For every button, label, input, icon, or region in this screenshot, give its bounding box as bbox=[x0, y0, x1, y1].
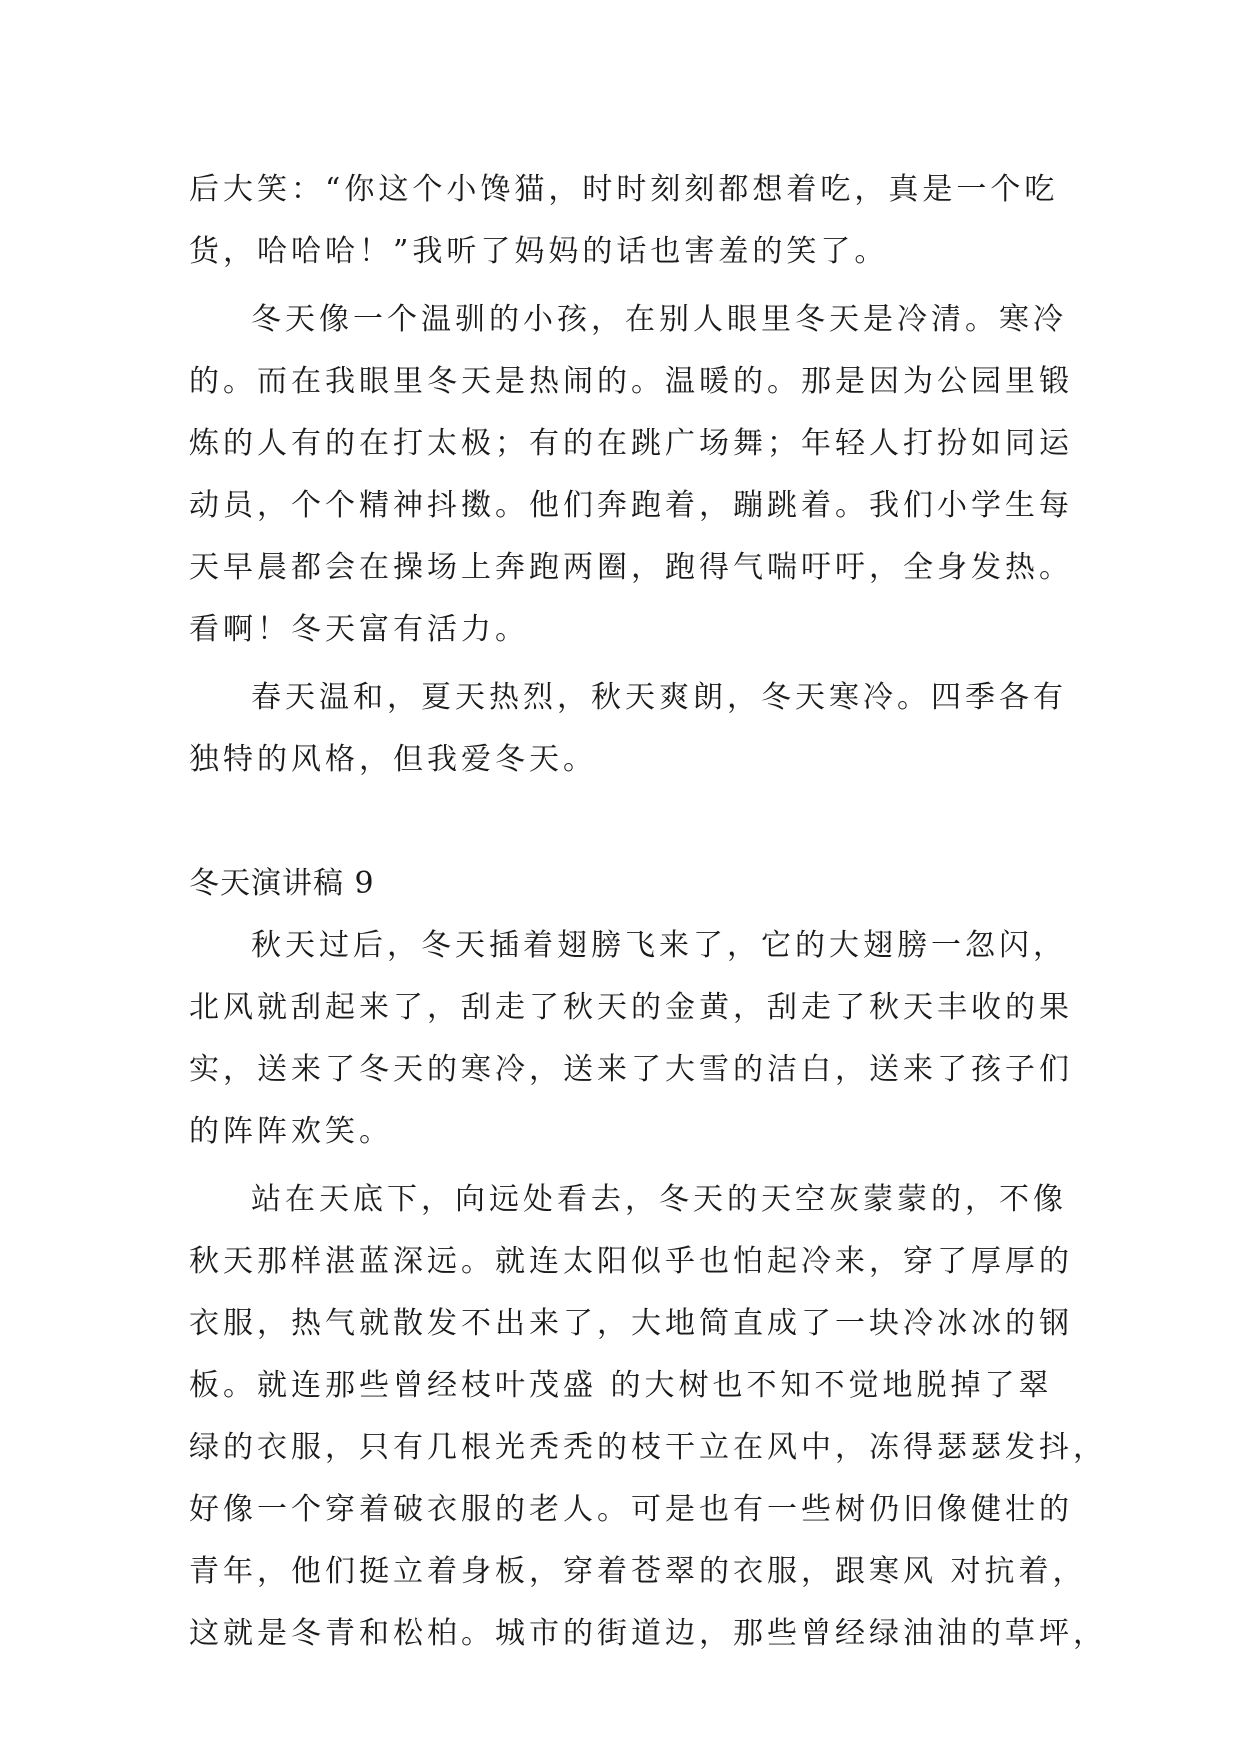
text-line: 货，哈哈哈！”我听了妈妈的话也害羞的笑了。 bbox=[189, 234, 889, 269]
text-line: 秋天过后，冬天插着翅膀飞来了，它的大翅膀一忽闪， bbox=[251, 928, 1067, 963]
paragraph-2 bbox=[189, 289, 1073, 661]
text-line: 天早晨都会在操场上奔跑两圈，跑得气喘吁吁，全身发热。 bbox=[189, 550, 1073, 585]
text-line: 好像一个穿着破衣服的老人。可是也有一些树仍旧像健壮的 bbox=[189, 1492, 1073, 1527]
paragraph-4 bbox=[189, 915, 1073, 1163]
text-line: 看啊！冬天富有活力。 bbox=[189, 612, 529, 647]
text-line: 后大笑：“你这个小馋猫，时时刻刻都想着吃，真是一个吃 bbox=[189, 172, 1059, 207]
text-line: 衣服，热气就散发不出来了，大地简直成了一块冷冰冰的钢 bbox=[189, 1306, 1073, 1341]
text-line: 站在天底下，向远处看去，冬天的天空灰蒙蒙的，不像 bbox=[251, 1182, 1067, 1217]
text-line: 秋天那样湛蓝深远。就连太阳似乎也怕起冷来，穿了厚厚的 bbox=[189, 1244, 1073, 1279]
paragraph-5 bbox=[189, 1169, 1107, 1665]
section-title: 冬天演讲稿 9 bbox=[189, 866, 375, 901]
text-line: 北风就刮起来了，刮走了秋天的金黄，刮走了秋天丰收的果 bbox=[189, 990, 1073, 1025]
text-line: 春天温和，夏天热烈，秋天爽朗，冬天寒冷。四季各有 bbox=[251, 680, 1067, 715]
section-spacer bbox=[189, 791, 1069, 853]
document-body bbox=[189, 159, 1107, 1665]
text-line: 冬天像一个温驯的小孩，在别人眼里冬天是冷清。寒冷 bbox=[251, 302, 1067, 337]
text-line: 绿的衣服，只有几根光秃秃的枝干立在风中，冻得瑟瑟发抖， bbox=[189, 1430, 1107, 1465]
text-line: 动员，个个精神抖擞。他们奔跑着，蹦跳着。我们小学生每 bbox=[189, 488, 1073, 523]
text-line: 独特的风格，但我爱冬天。 bbox=[189, 742, 597, 777]
text-line: 的。而在我眼里冬天是热闹的。温暖的。那是因为公园里锻 bbox=[189, 364, 1073, 399]
text-line: 实，送来了冬天的寒冷，送来了大雪的洁白，送来了孩子们 bbox=[189, 1052, 1073, 1087]
text-line: 板。就连那些曾经枝叶茂盛 的大树也不知不觉地脱掉了翠 bbox=[189, 1368, 1053, 1403]
text-line: 的阵阵欢笑。 bbox=[189, 1114, 393, 1149]
text-line: 青年，他们挺立着身板，穿着苍翠的衣服，跟寒风 对抗着， bbox=[189, 1554, 1087, 1589]
text-line: 这就是冬青和松柏。城市的街道边，那些曾经绿油油的草坪， bbox=[189, 1616, 1107, 1651]
paragraph-3 bbox=[189, 667, 1069, 791]
paragraph-1 bbox=[189, 159, 1069, 283]
text-line: 炼的人有的在打太极；有的在跳广场舞；年轻人打扮如同运 bbox=[189, 426, 1073, 461]
